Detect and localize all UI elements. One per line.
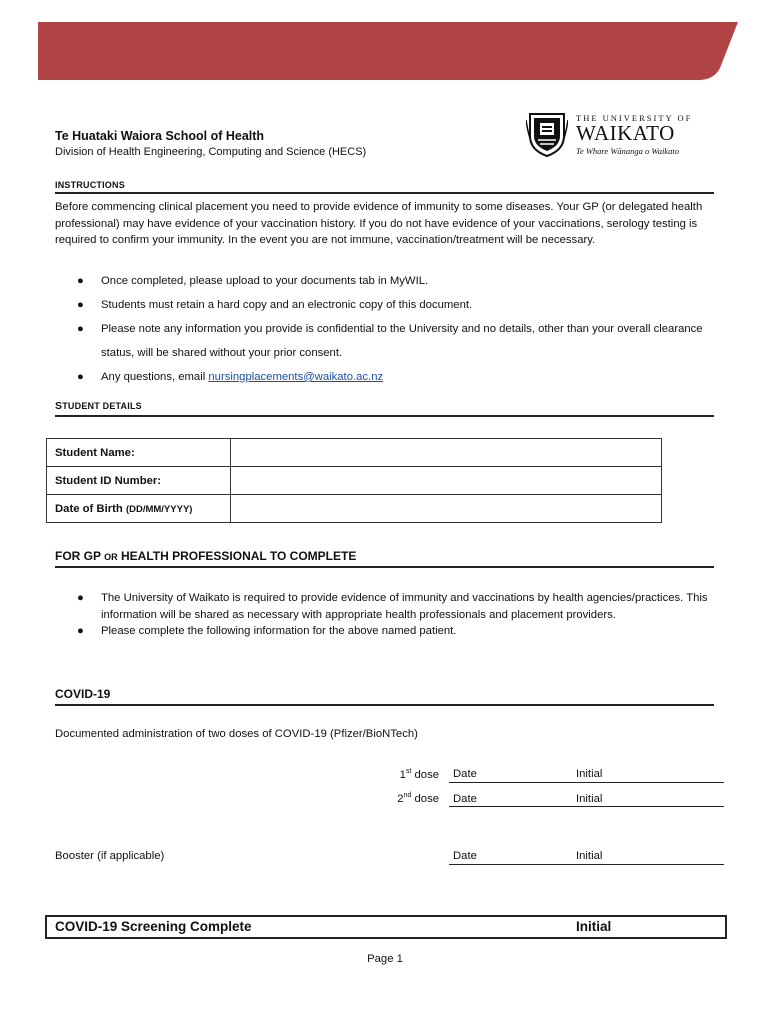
covid-rule [55,704,714,706]
instructions-paragraph: Before commencing clinical placement you need to provide evidence of immunity to some diseases. Your GP (or delegated health professional) may have evidence of your vaccination history. If you do not have evidence of your vaccinations, serology testing is required to confirm your immunity. In the event you are not immune, vaccination/treatment will be necessary. [55,201,703,246]
header-banner [38,22,738,80]
booster-label: Booster (if applicable) [55,850,165,862]
logo-line-1: THE UNIVERSITY OF [576,113,693,123]
instructions-list [55,269,720,389]
dose-1-label: 1st dose [399,768,439,781]
covid-heading: COVID-19 [55,687,111,701]
booster-field[interactable] [449,864,724,865]
logo-line-3: Te Whare Wānanga o Waikato [576,146,679,156]
student-name-label: Student Name: [47,439,231,467]
bullet-icon: ● [77,625,84,637]
bullet-icon: ● [77,299,84,311]
dob-field[interactable] [231,495,662,523]
dose-2-initial-label: Initial [576,793,603,805]
table-row [47,439,662,467]
list-item: ● Students must retain a hard copy and an electronic copy of this document. [55,293,720,317]
list-item: ● Once completed, please upload to your documents tab in MyWIL. [55,269,720,293]
dose-1-initial-label: Initial [576,768,603,780]
gp-section-rule [55,566,714,568]
list-item: ● The University of Waikato is required to provide evidence of immunity and vaccinations by health agencies/practices. This information will be shared as necessary with appropriate health professionals and placement providers. [77,592,708,621]
covid-description: Documented administration of two doses of COVID-19 (Pfizer/BioNTech) [55,728,418,740]
screening-complete-label: COVID-19 Screening Complete [55,919,252,934]
table-row [47,495,662,523]
list-item: ● Any questions, email nursingplacements@waikato.ac.nz [55,365,720,389]
dose-2-date-label: Date [453,793,477,805]
dob-label: Date of Birth (DD/MM/YYYY) [47,495,231,523]
dose-2-field[interactable] [449,806,724,807]
student-id-label: Student ID Number: [47,467,231,495]
list-item: ● Please complete the following information for the above named patient. [55,623,720,640]
bullet-icon: ● [77,323,84,335]
student-details-heading: STUDENT DETAILS [55,400,142,412]
student-name-field[interactable] [231,439,662,467]
page-number: Page 1 [367,953,403,965]
crest-icon [526,110,568,158]
booster-date-label: Date [453,850,477,862]
student-id-field[interactable] [231,467,662,495]
dose-1-field[interactable] [449,782,724,783]
list-item: ● Please note any information you provide is confidential to the University and no details, other than your overall clearance status, will be shared without your prior consent. [55,317,720,365]
university-logo [526,110,696,160]
screening-initial-label: Initial [576,919,612,934]
gp-section-list [55,590,720,640]
email-link[interactable]: nursingplacements@waikato.ac.nz [208,371,384,383]
bullet-icon: ● [77,371,84,383]
instructions-rule [55,192,714,194]
bullet-icon: ● [77,592,84,604]
division-name: Division of Health Engineering, Computing and Science (HECS) [55,146,367,158]
screening-complete-box[interactable] [45,915,727,939]
logo-line-2: WAIKATO [576,121,675,145]
dose-2-label: 2nd dose [397,792,439,805]
student-details-table [46,438,662,523]
instructions-heading: INSTRUCTIONS [55,180,125,190]
booster-initial-label: Initial [576,850,603,862]
gp-section-heading: FOR GP OR HEALTH PROFESSIONAL TO COMPLETE [55,549,357,563]
table-row [47,467,662,495]
student-details-rule [55,415,714,417]
school-name: Te Huataki Waiora School of Health [55,129,265,143]
dose-1-date-label: Date [453,768,477,780]
bullet-icon: ● [77,275,84,287]
